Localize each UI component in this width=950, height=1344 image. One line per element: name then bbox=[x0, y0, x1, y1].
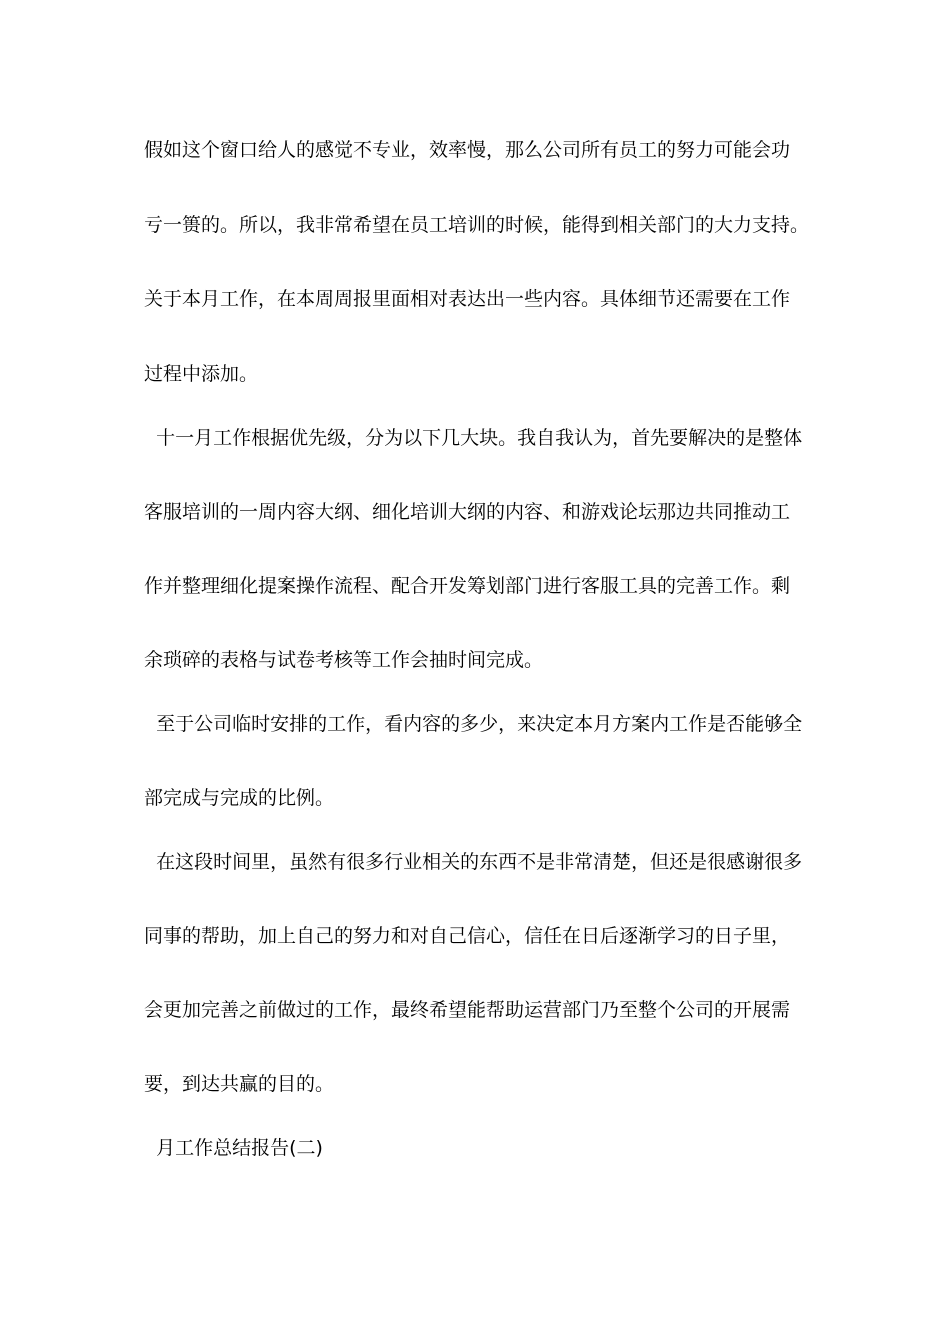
text-line: 作并整理细化提案操作流程、配合开发筹划部门进行客服工具的完善工作。剩 bbox=[144, 575, 791, 597]
text-line: 过程中添加。 bbox=[144, 363, 259, 385]
text-line: 亏一篑的。所以，我非常希望在员工培训的时候，能得到相关部门的大力支持。 bbox=[144, 214, 810, 236]
text-line: 同事的帮助，加上自己的努力和对自己信心，信任在日后逐渐学习的日子里， bbox=[144, 925, 791, 947]
text-line: 部完成与完成的比例。 bbox=[144, 787, 335, 809]
text-line: 关于本月工作，在本周周报里面相对表达出一些内容。具体细节还需要在工作 bbox=[144, 288, 791, 310]
text-line: 假如这个窗口给人的感觉不专业，效率慢，那么公司所有员工的努力可能会功 bbox=[144, 139, 791, 161]
text-line: 要，到达共赢的目的。 bbox=[144, 1073, 335, 1095]
text-line: 会更加完善之前做过的工作，最终希望能帮助运营部门乃至整个公司的开展需 bbox=[144, 999, 791, 1021]
text-line: 至于公司临时安排的工作，看内容的多少，来决定本月方案内工作是否能够全 bbox=[144, 713, 803, 735]
text-line: 客服培训的一周内容大纲、细化培训大纲的内容、和游戏论坛那边共同推动工 bbox=[144, 501, 791, 523]
text-line: 余琐碎的表格与试卷考核等工作会抽时间完成。 bbox=[144, 649, 544, 671]
text-line: 十一月工作根据优先级，分为以下几大块。我自我认为，首先要解决的是整体 bbox=[144, 427, 803, 449]
text-line: 在这段时间里，虽然有很多行业相关的东西不是非常清楚，但还是很感谢很多 bbox=[144, 851, 803, 873]
section-heading: 月工作总结报告(二) bbox=[144, 1137, 323, 1159]
